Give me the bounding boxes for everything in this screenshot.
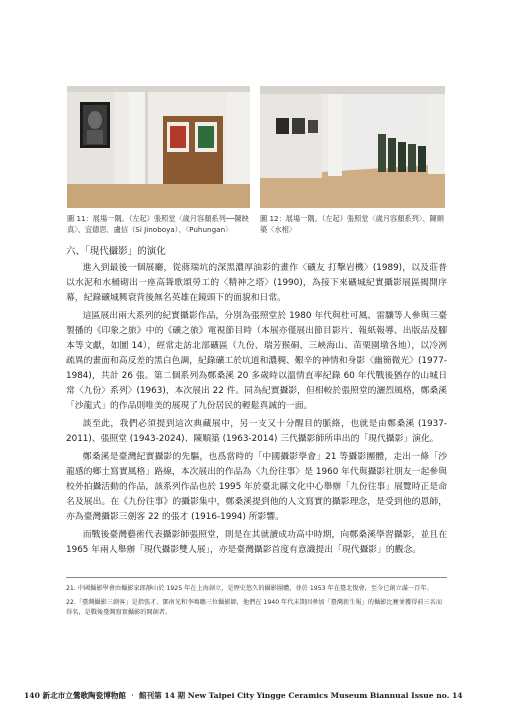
body-text	[66, 261, 447, 561]
figure-12-caption: 圖 12：展場一隅。（左起）張照堂〈歲月容顏系列〉、陳順築〈水相〉	[260, 214, 444, 234]
footnote-21: 21. 中國攝影學會由攝影家郎靜山於 1925 年在上海創立，是歷史悠久的攝影團體，並於 1953 年在臺北復會，至今已創立滿一百年。	[66, 585, 433, 592]
paragraph: 鄭桑溪是臺灣紀實攝影的先驅，也爲當時的「中國攝影學會」21 等攝影團體，走出一條「沙龍感的鄉土寫實風格」路線，本次展出的作品為〈九份往事〉是 1960 年代與攝影社朋友一起參與校外拍攝活動的作品，該系列作品也於 1995 年於臺北縣文化中心舉辦「九份往事」展覽時正是命名及展出。在《九份往事》的攝影集中，鄭桑溪提到他的人文寫實的攝影理念，是受到他的恩師，亦為臺灣攝影三劍客 22 的張才 (1916-1994) 所影響。	[66, 452, 447, 522]
section-heading: 六、「現代攝影」的演化	[66, 246, 166, 257]
figure-11-caption: 圖 11：展場一隅。（左起）張照堂〈歲月容顏系列──陳映真〉、宜德思．盧信（Si Jinoboya）、〈Puhungan〉	[67, 214, 249, 234]
footnote-divider	[66, 577, 447, 578]
figure-12-photo	[260, 86, 445, 208]
footnotes	[66, 584, 447, 622]
page-footer: 140 新北市立鶯歌陶瓷博物館 ‧ 館刊第 14 期 New Taipei City Yingge Ceramics Museum Biannual Issue no. 14	[24, 691, 463, 700]
figure-11-photo	[67, 86, 250, 208]
figure-12-image	[260, 86, 445, 208]
figure-11-image	[67, 86, 250, 208]
paragraph: 這區展出兩大系列的紀實攝影作品，分別為張照堂於 1980 年代與杜可風、雷驤等人參與三臺製播的《印象之旅》中的《礦之旅》電視節目時（本展亦僅展出節目影片、報紙報導、出版品及腳本等文獻，如圖 14），經常走訪北部礦區（九份、瑞芳猴硐、三峽海山、苗栗園墩各地），以冷冽疏異的畫面和高反差的黑白色調，紀錄礦工於坑道和濃稠、艱辛的神情和身影〈幽簡微光〉(1977-1984)，共計 26 張。第二個系列為鄭桑溪 20 多歲時以溫情直率紀錄 60 年代戰後猶存的山城日常〈九份〉系列〉(1963)，本次展出 22 件。同為紀實攝影，但相較於張照堂的灑烈風格，鄭桑溪「沙龍式」的作品則唯美的展現了九份居民的輕鬆真誠的一面。	[66, 311, 447, 411]
paragraph: 談至此，我們必須提到這次典藏展中，另一支又十分醒目的脈絡，也就是由鄭桑溪 (1937-2011)、張照堂 (1943-2024)、陳順築 (1963-2014) 三代攝影師所串出的「現代攝影」演化。	[66, 419, 447, 444]
paragraph: 而戰後臺灣藝術代表攝影師張照堂，則是在其就讀成功高中時期，向鄭桑溪學習攝影，並且在 1965 年兩人舉辦「現代攝影雙人展」，亦是臺灣攝影首度有意識提出「現代攝影」的觀念。	[66, 530, 447, 555]
footnote-22: 22.「臺灣攝影三劍客」是指張才、鄧南光和李鳴鵰三位攝影師，他們在 1940 年代末期因參加「臺灣新生報」的攝影比賽並獲得前三名而得名，是戰後臺灣寫實攝影的開創者。	[66, 599, 443, 616]
paragraph: 進入到最後一個展廳，從蔣瑞坑的深黑濃厚油彩的畫作〈礦友 打擊岩機〉(1989)，以及莊普以水泥和水桶砌出一座高聳歌頌勞工的〈精神之塔〉(1990)，為接下來礦城紀實攝影展區揭開序幕，紀錄礦城興衰背後無名英雄在鏡頭下的面貌和日常。	[66, 263, 447, 303]
